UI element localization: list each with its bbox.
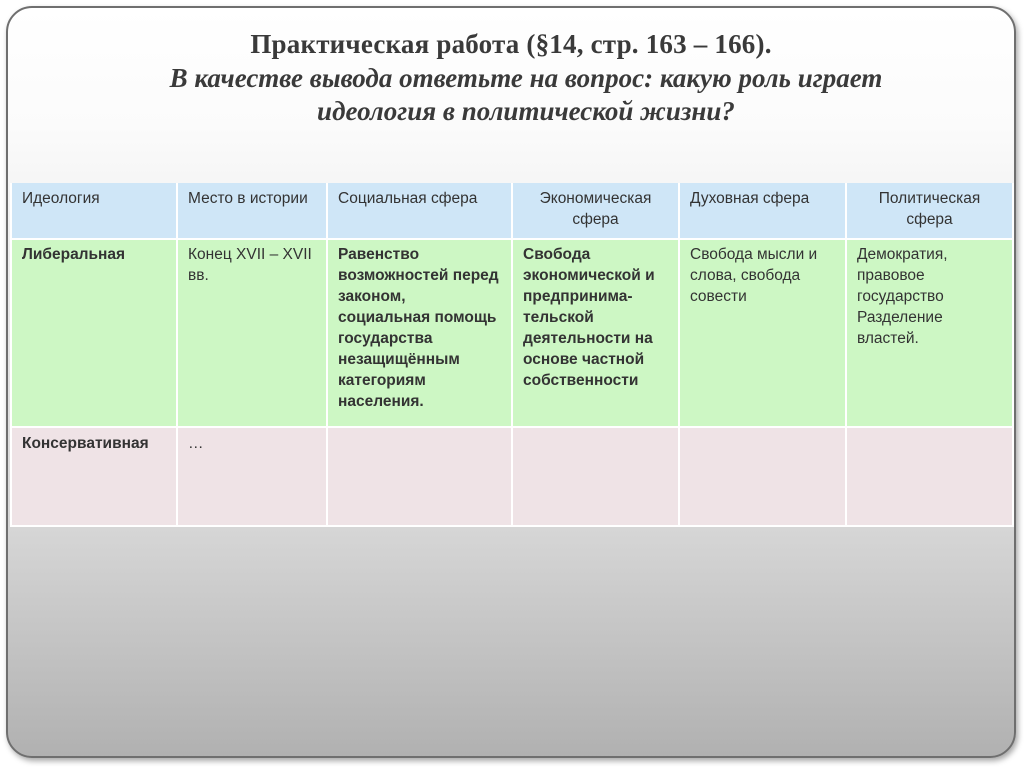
cell-spiritual: [680, 428, 847, 527]
cell-spiritual: Свобода мысли и слова, свобода совести: [680, 240, 847, 428]
cell-ideology: Консервативная: [10, 428, 178, 527]
cell-social: Равенство возможностей перед законом, социальная помощь государства незащищённым категориям населения.: [328, 240, 513, 428]
header-place: Место в истории: [178, 183, 328, 240]
cell-economic: [513, 428, 680, 527]
slide-title: [48, 26, 974, 128]
header-economic: Экономическая сфера: [513, 183, 680, 240]
table-header-row: [10, 183, 1014, 240]
title-assignment: Практическая работа (§14, стр. 163 – 166).: [250, 29, 772, 59]
slide-frame: [6, 6, 1016, 758]
header-spiritual: Духовная сфера: [680, 183, 847, 240]
table-row: [10, 240, 1014, 428]
cell-social: [328, 428, 513, 527]
header-ideology: Идеология: [10, 183, 178, 240]
cell-ideology: Либеральная: [10, 240, 178, 428]
cell-place: Конец XVII – XVII вв.: [178, 240, 328, 428]
title-question-line2: идеология в политической жизни?: [317, 96, 735, 126]
table-row: [10, 428, 1014, 527]
cell-economic: Свобода экономической и предпринима-тельской деятельности на основе частной собственности: [513, 240, 680, 428]
header-social: Социальная сфера: [328, 183, 513, 240]
ideology-table: [10, 183, 1014, 527]
header-political: Политическая сфера: [847, 183, 1014, 240]
title-question-line1: В качестве вывода ответьте на вопрос: какую роль играет: [169, 63, 883, 93]
cell-political: Демократия, правовое государство Разделение властей.: [847, 240, 1014, 428]
cell-political: [847, 428, 1014, 527]
cell-place: …: [178, 428, 328, 527]
